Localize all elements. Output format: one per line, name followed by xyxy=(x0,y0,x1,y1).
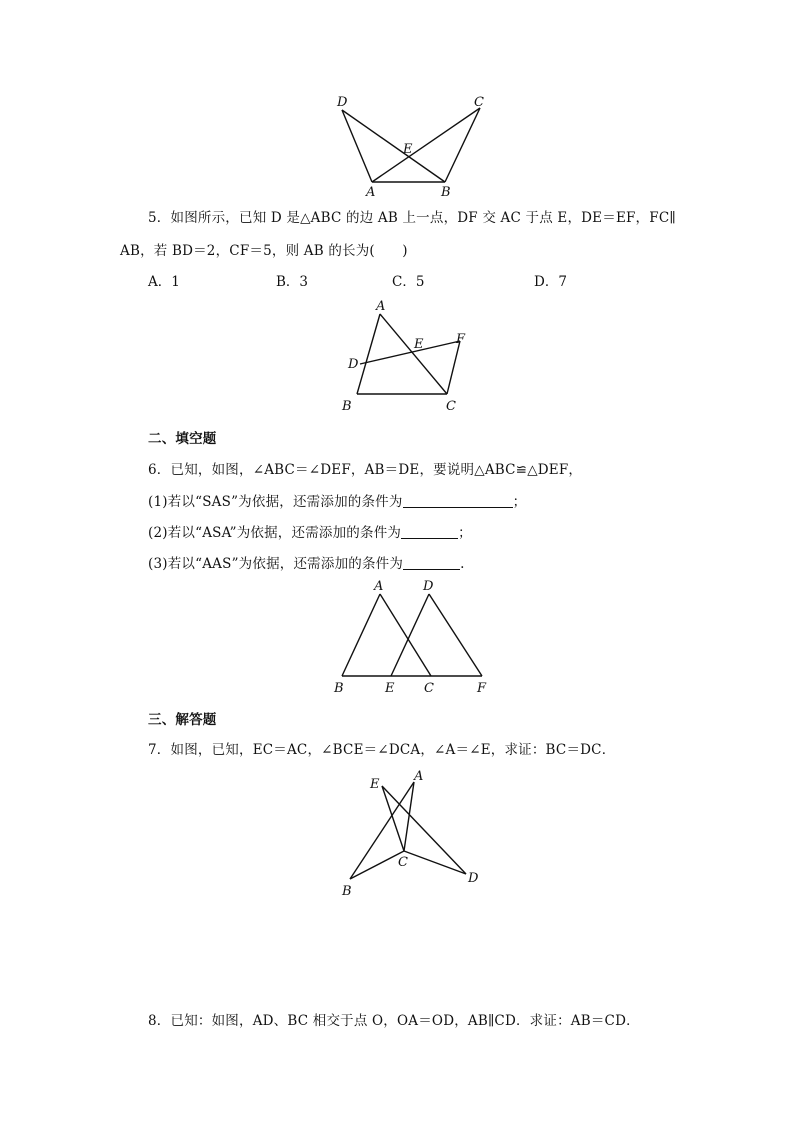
q6-part1-end: ； xyxy=(512,494,527,510)
label-e: E xyxy=(370,777,380,792)
q8-stem: 8．已知：如图，AD、BC 相交于点 O，OA＝OD，AB∥CD．求证：AB＝CD． xyxy=(148,1013,640,1029)
q7-stem: 7．如图，已知，EC＝AC，∠BCE＝∠DCA，∠A＝∠E，求证：BC＝DC． xyxy=(148,742,616,758)
label-a: A xyxy=(376,299,386,314)
q6-stem: 6．已知，如图，∠ABC＝∠DEF，AB＝DE，要说明△ABC≌△DEF， xyxy=(148,462,583,478)
label-b: B xyxy=(342,884,352,899)
label-d: D xyxy=(348,357,359,372)
label-d: D xyxy=(423,579,434,594)
label-c: C xyxy=(474,95,484,110)
q6-part1-text: (1)若以“SAS”为依据，还需添加的条件为 xyxy=(148,494,403,510)
q5-option-a: A．1 xyxy=(148,274,180,290)
q6-part2-text: (2)若以“ASA”为依据，还需添加的条件为 xyxy=(148,525,402,541)
label-c: C xyxy=(424,681,434,696)
figure-q4 xyxy=(320,90,500,200)
figure-q7 xyxy=(330,762,490,907)
label-c: C xyxy=(446,399,456,414)
section-title-fill-in: 二、填空题 xyxy=(148,431,217,447)
label-d: D xyxy=(337,95,348,110)
figure-q5 xyxy=(330,296,480,416)
q5-stem-line2: AB，若 BD＝2，CF＝5，则 AB 的长为( ) xyxy=(120,243,408,259)
label-d: D xyxy=(468,871,479,886)
label-e: E xyxy=(403,142,413,157)
label-c: C xyxy=(398,855,408,870)
q6-part3 xyxy=(148,552,465,572)
q5-stem-line1: 5．如图所示，已知 D 是△ABC 的边 AB 上一点，DF 交 AC 于点 E，DE＝EF，FC∥ xyxy=(148,210,676,226)
section-title-answer: 三、解答题 xyxy=(148,712,217,728)
label-b: B xyxy=(334,681,344,696)
label-e: E xyxy=(385,681,395,696)
q6-part3-text: (3)若以“AAS”为依据，还需添加的条件为 xyxy=(148,556,404,572)
label-a: A xyxy=(414,769,424,784)
label-a: A xyxy=(366,185,376,200)
q6-part2-blank[interactable] xyxy=(401,524,458,539)
q5-option-c: C．5 xyxy=(392,274,425,290)
q6-part1-blank[interactable] xyxy=(403,493,513,508)
label-a: A xyxy=(374,579,384,594)
figure-q6 xyxy=(325,576,500,701)
q6-part1 xyxy=(148,490,526,510)
label-f: F xyxy=(477,681,487,696)
q6-part2-end: ； xyxy=(458,525,472,541)
q6-part3-blank[interactable] xyxy=(403,555,460,570)
q5-option-d: D．7 xyxy=(534,274,567,290)
label-e: E xyxy=(414,337,424,352)
q6-part2 xyxy=(148,521,472,541)
q5-option-b: B．3 xyxy=(276,274,309,290)
label-f: F xyxy=(456,332,466,347)
q6-part3-end: . xyxy=(460,556,465,572)
label-b: B xyxy=(441,185,451,200)
label-b: B xyxy=(342,399,352,414)
